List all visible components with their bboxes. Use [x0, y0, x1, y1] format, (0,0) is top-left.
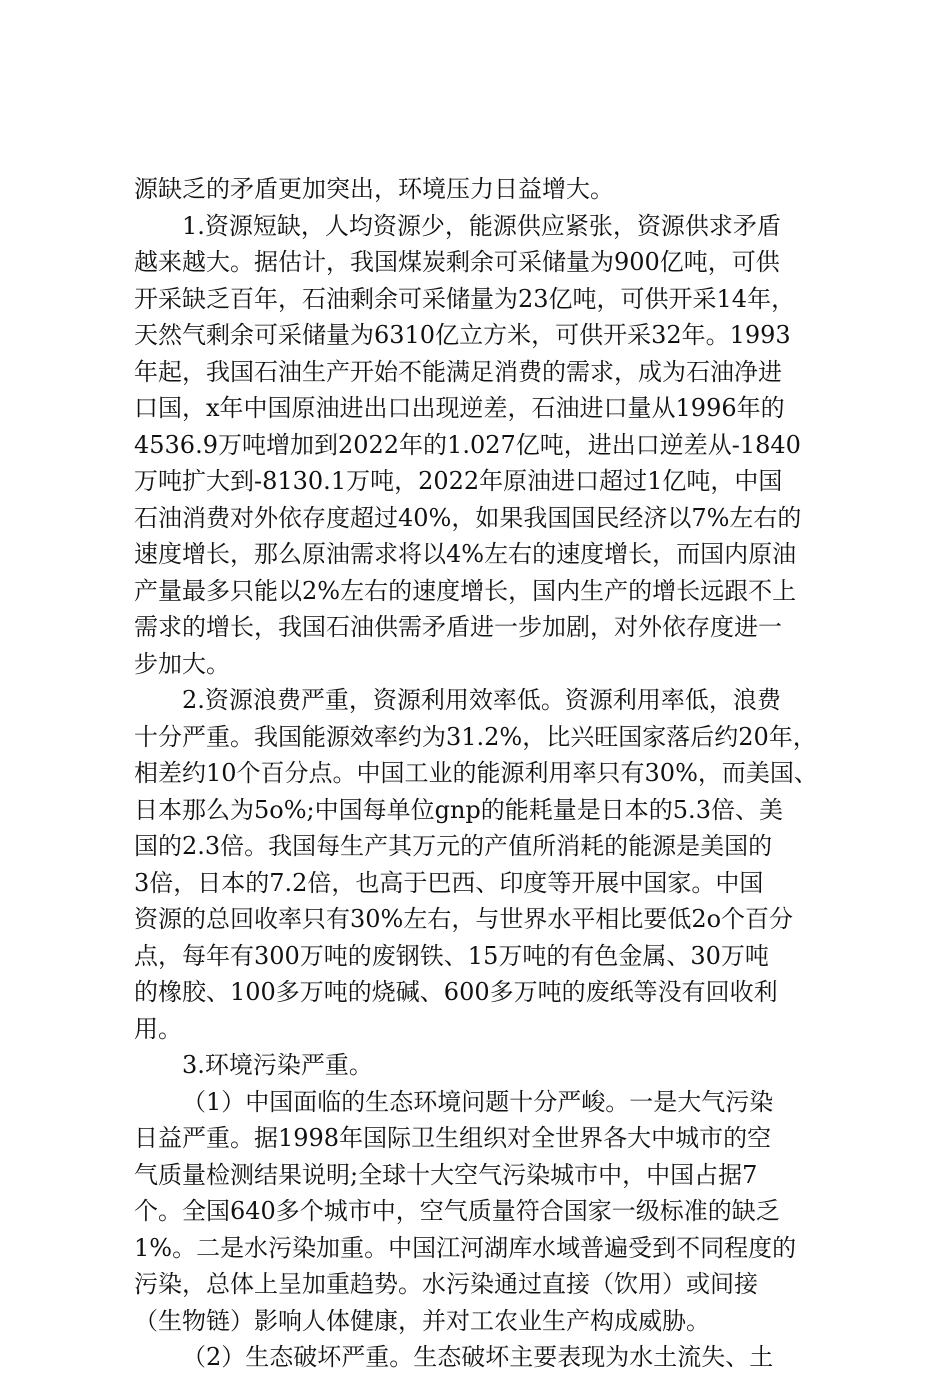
text-line: 个。全国640多个城市中，空气质量符合国家一级标准的缺乏 [134, 1197, 780, 1225]
text-line: 1%。二是水污染加重。中国江河湖库水域普遍受到不同程度的 [134, 1233, 797, 1262]
text-line: 天然气剩余可采储量为6310亿立方米，可供开采32年。1993 [134, 321, 791, 349]
text-line: 速度增长，那么原油需求将以4%左右的速度增长，而国内原油 [134, 540, 797, 568]
text-line: 的橡胶、100多万吨的烧碱、600多万吨的废纸等没有回收利 [134, 978, 778, 1006]
text-line: 2.资源浪费严重，资源利用效率低。资源利用率低，浪费 [182, 686, 781, 714]
text-line: 越来越大。据估计，我国煤炭剩余可采储量为900亿吨，可供 [134, 248, 780, 276]
text-line: 用。 [134, 1014, 182, 1043]
text-line: 日益严重。据1998年国际卫生组织对全世界各大中城市的空 [134, 1124, 772, 1152]
text-line: 源缺乏的矛盾更加突出，环境压力日益增大。 [134, 175, 614, 203]
text-line: 年起，我国石油生产开始不能满足消费的需求，成为石油净进 [134, 357, 782, 386]
text-line: （2）生态破坏严重。生态破坏主要表现为水土流失、土 [182, 1343, 774, 1371]
text-line: 步加大。 [134, 649, 230, 678]
text-line: 国的2.3倍。我国每生产其万元的产值所消耗的能源是美国的 [134, 832, 773, 860]
text-line: 气质量检测结果说明;全球十大空气污染城市中，中国占据7 [134, 1160, 758, 1189]
text-line: 万吨扩大到-8130.1万吨，2022年原油进口超过1亿吨，中国 [134, 467, 783, 495]
text-line: （1）中国面临的生态环境问题十分严峻。一是大气污染 [182, 1087, 774, 1116]
text-line: 产量最多只能以2%左右的速度增长，国内生产的增长远跟不上 [134, 576, 797, 605]
text-line: 污染，总体上呈加重趋势。水污染通过直接（饮用）或间接 [134, 1270, 758, 1298]
text-line: 点，每年有300万吨的废钢铁、15万吨的有色金属、30万吨 [134, 941, 769, 970]
text-line: 4536.9万吨增加到2022年的1.027亿吨，进出口逆差从-1840 [134, 430, 801, 459]
text-line: 需求的增长，我国石油供需矛盾进一步加剧，对外依存度进一 [134, 613, 782, 641]
text-line: 3倍，日本的7.2倍，也高于巴西、印度等开展中国家。中国 [134, 868, 764, 897]
text-line: 口国，x年中国原油进出口出现逆差，石油进口量从1996年的 [134, 394, 785, 422]
text-line: 3.环境污染严重。 [182, 1051, 373, 1079]
document-body [134, 171, 830, 1376]
text-line: 石油消费对外依存度超过40%，如果我国国民经济以7%左右的 [134, 503, 802, 532]
text-line: 1.资源短缺，人均资源少，能源供应紧张，资源供求矛盾 [182, 211, 781, 240]
text-line: 日本那么为5o%;中国每单位gnp的能耗量是日本的5.3倍、美 [134, 795, 783, 824]
text-line: （生物链）影响人体健康，并对工农业生产构成威胁。 [134, 1306, 710, 1335]
text-line: 十分严重。我国能源效率约为31.2%，比兴旺国家落后约20年， [134, 722, 817, 751]
text-line: 开采缺乏百年，石油剩余可采储量为23亿吨，可供开采14年， [134, 284, 796, 313]
text-line: 资源的总回收率只有30%左右，与世界水平相比要低2o个百分 [134, 905, 794, 933]
text-line: 相差约10个百分点。中国工业的能源利用率只有30%，而美国、 [134, 759, 818, 787]
